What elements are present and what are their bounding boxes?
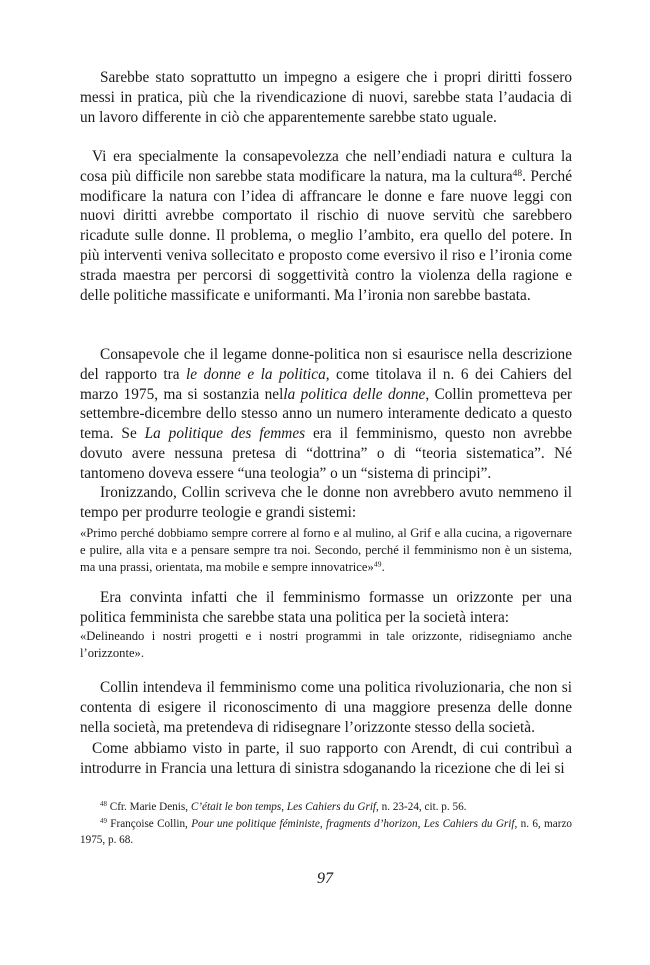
paragraph-3-italic-2: la politica delle donne	[283, 385, 426, 403]
paragraph-2-text: Vi era specialmente la consapevolezza che nell’endiadi natura e cultura la cosa più difficile non sarebbe stata modificare la natura, ma la cultura	[80, 148, 572, 185]
paragraph-5	[80, 588, 572, 628]
footnote-title: C’était le bon temps	[190, 801, 282, 813]
footnote-separator: ,	[417, 818, 424, 830]
paragraph-3	[80, 345, 572, 484]
footnote-separator: ,	[281, 801, 287, 813]
paragraph-3-text-c: , Collin prometteva per settembre-dicembre dello stesso anno un numero interamente dedicato a questo tema. Se	[80, 385, 572, 443]
paragraph-6	[80, 678, 572, 737]
block-quote-2	[80, 628, 572, 662]
paragraph-3-text-a: Consapevole che il legame donne-politica non si esaurisce nella descrizione del rapporto tra	[80, 346, 572, 383]
footnote-author: Cfr. Marie Denis,	[106, 801, 191, 813]
block-quote-1-text: «Primo perché dobbiamo sempre correre al forno e al mulino, al Grif e alla cucina, a rigovernare e pulire, alla vita e a pensare sempre tra noi. Secondo, perché il femminismo non è un sistema, ma una prassi, orientata, ma mobile e sempre innovatrice»	[80, 526, 572, 574]
footnote-49	[80, 817, 572, 848]
page-number: 97	[317, 870, 333, 887]
footnote-details: , n. 23-24, cit. p. 56.	[376, 801, 467, 813]
block-quote-1-end: .	[381, 560, 385, 574]
footnote-title: Pour une politique féministe, fragments d’horizon	[191, 818, 418, 830]
paragraph-6-text: Collin intendeva il femminismo come una politica rivoluzionaria, che non si contenta di esigere il riconoscimento di una maggiore presenza delle donne nella società, ma pretendeva di ridisegnare l’orizzonte stesso della società.	[80, 679, 572, 736]
block-quote-2-text: «Delineando i nostri progetti e i nostri programmi in tale orizzonte, ridisegniamo anche l’orizzonte».	[80, 629, 572, 660]
paragraph-2	[80, 147, 572, 305]
paragraph-3-italic-1: le donne e la politica	[186, 365, 326, 383]
footnote-journal: Les Cahiers du Grif	[423, 818, 515, 830]
paragraph-7	[80, 739, 572, 779]
footnote-ref-48: 48	[512, 168, 523, 179]
paragraph-7-text: Come abbiamo visto in parte, il suo rapporto con Arendt, di cui contribuì a introdurre in Francia una lettura di sinistra sdoganando la ricezione che di lei si	[80, 740, 572, 777]
paragraph-2-rest: . Perché modificare la natura con l’idea di affrancare le donne e fare nuove leggi con nuovi diritti avrebbe comportato il rischio di nuove servitù che sarebbero ricadute sulle donne. Il problema, o meglio l’ambito, era quello del potere. In più interventi veniva sollecitato e proposto come eversivo il riso e l’ironia come strada maestra per percorsi di soggettività contro la violenza della ragione e delle politiche massificate e uniformanti. Ma l’ironia non sarebbe bastata.	[80, 167, 572, 304]
paragraph-4	[80, 483, 572, 523]
paragraph-3-text-d: era il femminismo, questo non avrebbe dovuto avere nessuna pretesa di “dottrina” o di “teoria sistematica”. Né tantomeno doveva essere “una teologia” o un “sistema di principi”.	[80, 425, 573, 482]
footnote-author: Françoise Collin,	[106, 818, 192, 830]
paragraph-3-text-b: , come titolava il n. 6 dei Cahiers del marzo 1975, ma si sostanzia nel	[80, 365, 572, 403]
paragraph-4-text: Ironizzando, Collin scriveva che le donne non avrebbero avuto nemmeno il tempo per produrre teologie e grandi sistemi:	[80, 484, 572, 521]
footnote-48	[80, 800, 572, 816]
paragraph-1-text: Sarebbe stato soprattutto un impegno a esigere che i propri diritti fossero messi in pratica, più che la rivendicazione di nuovi, sarebbe stata l’audacia di un lavoro differente in ciò che apparentemente sarebbe stato uguale.	[80, 69, 572, 126]
paragraph-3-italic-3: La politique des femmes	[144, 425, 306, 443]
footnote-details: , n. 6, marzo 1975, p. 68.	[80, 818, 573, 846]
footnote-journal: Les Cahiers du Grif	[286, 801, 377, 813]
footnote-number: 49	[100, 817, 107, 826]
footnote-number: 48	[100, 800, 107, 809]
paragraph-1	[80, 68, 572, 127]
footnote-ref-49: 49	[373, 559, 382, 569]
block-quote-1	[80, 525, 572, 576]
paragraph-5-text: Era convinta infatti che il femminismo formasse un orizzonte per una politica femminista che sarebbe stata una politica per la società intera:	[80, 589, 572, 626]
